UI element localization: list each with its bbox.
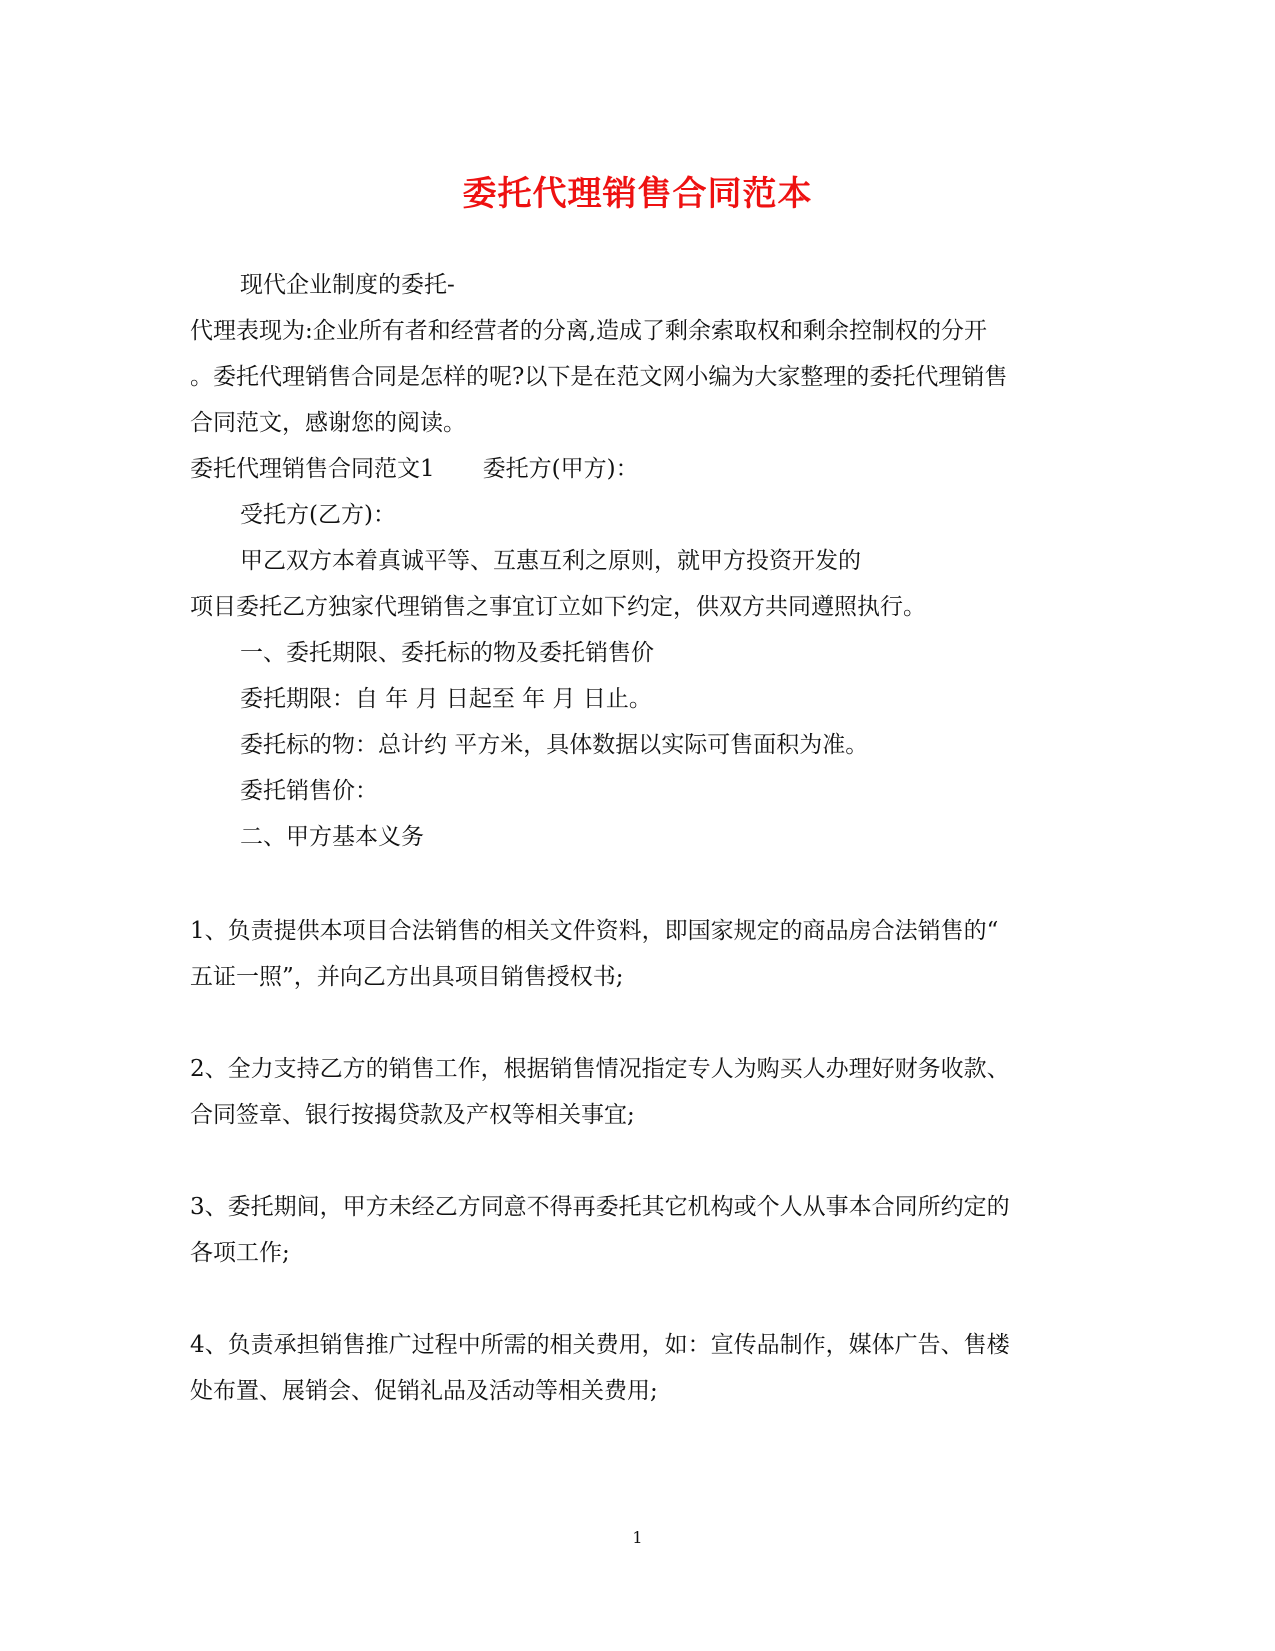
term-clause: 委托期限：自 年 月 日起至 年 月 日止。 (240, 686, 652, 712)
obligation-item-line: 3、委托期间，甲方未经乙方同意不得再委托其它机构或个人从事本合同所约定的 (190, 1194, 1010, 1220)
page-number: 1 (632, 1528, 643, 1547)
contract-heading-row (190, 454, 639, 484)
intro-line: 代理表现为:企业所有者和经营者的分离,造成了剩余索取权和剩余控制权的分开 (190, 318, 988, 344)
intro-line: 合同范文，感谢您的阅读。 (190, 410, 466, 436)
price-clause: 委托销售价： (240, 778, 378, 804)
intro-line: 现代企业制度的委托- (240, 272, 455, 298)
intro-line: 。委托代理销售合同是怎样的呢?以下是在范文网小编为大家整理的委托代理销售 (190, 364, 1008, 390)
subject-clause: 委托标的物：总计约 平方米，具体数据以实际可售面积为准。 (240, 732, 869, 758)
obligation-item-line: 4、负责承担销售推广过程中所需的相关费用，如：宣传品制作，媒体广告、售楼 (190, 1332, 1010, 1358)
contract-heading: 委托代理销售合同范文1 (190, 456, 435, 482)
party-a-label: 委托方(甲方)： (482, 456, 639, 482)
document-title: 委托代理销售合同范本 (462, 174, 813, 214)
obligation-item-line: 各项工作; (190, 1240, 290, 1266)
obligation-item-line: 处布置、展销会、促销礼品及活动等相关费用; (190, 1378, 658, 1404)
preamble-line: 项目委托乙方独家代理销售之事宜订立如下约定，供双方共同遵照执行。 (190, 594, 926, 620)
section-heading: 一、委托期限、委托标的物及委托销售价 (240, 640, 654, 666)
party-b-label: 受托方(乙方)： (240, 502, 396, 528)
section-heading: 二、甲方基本义务 (240, 824, 424, 850)
obligation-item-line: 五证一照”，并向乙方出具项目销售授权书; (190, 964, 624, 990)
obligation-item-line: 1、负责提供本项目合法销售的相关文件资料，即国家规定的商品房合法销售的“ (190, 918, 999, 944)
obligation-item-line: 2、全力支持乙方的销售工作，根据销售情况指定专人为购买人办理好财务收款、 (190, 1056, 1010, 1082)
preamble-line: 甲乙双方本着真诚平等、互惠互利之原则，就甲方投资开发的 (240, 548, 861, 574)
obligation-item-line: 合同签章、银行按揭贷款及产权等相关事宜; (190, 1102, 635, 1128)
